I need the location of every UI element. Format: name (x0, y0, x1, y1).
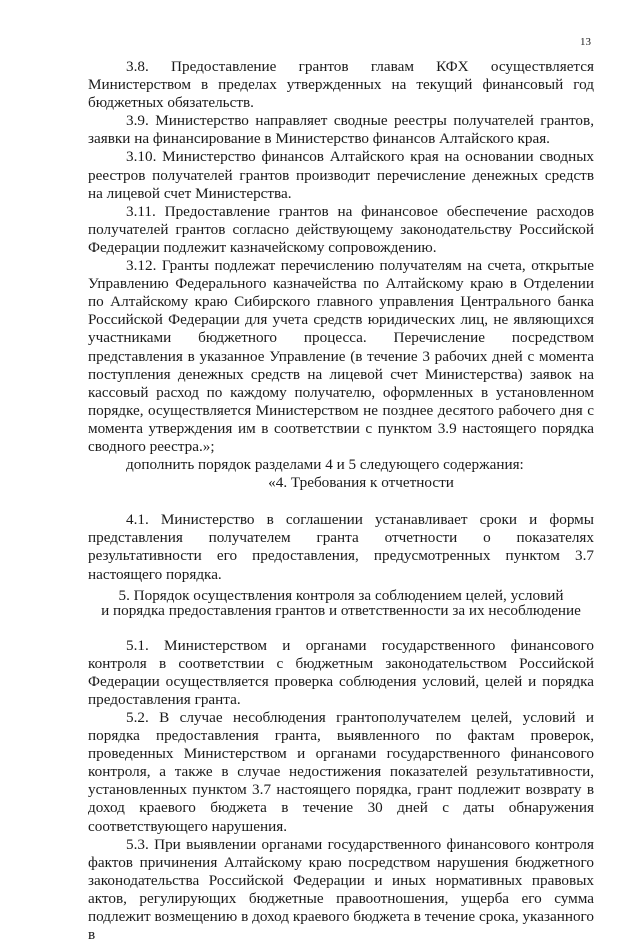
paragraph-3-12: 3.12. Гранты подлежат перечислению получателям на счета, открытые Управлению Федерального казначейства по Алтайскому краю в Отделении по Алтайскому краю Сибирского главного управления Центрального банка Российской Федерации для учета средств юридических лиц, не являющихся участниками бюджетного процесса. Перечисление посредством представления в указанное Управление (в течение 3 рабочих дней с момента поступления денежных средств на лицевой счет Министерства) заявок на кассовый расход по каждому получателю, оформленных в установленном порядке, осуществляется Министерством не позднее десятого рабочего дня с момента утверждения им в соответствии с пунктом 3.9 настоящего порядка сводного реестра.»; (88, 257, 594, 455)
paragraph-4-1: 4.1. Министерство в соглашении устанавливает сроки и формы представления получателем гранта отчетности о показателях результативности его предоставления, предусмотренных пунктом 3.7 настоящего порядка. (88, 511, 594, 583)
section-5-heading-line2: и порядка предоставления грантов и ответственности за их несоблюдение (101, 601, 581, 619)
paragraph-5-3: 5.3. При выявлении органами государственного финансового контроля фактов причинения Алтайскому краю посредством нарушения бюджетного законодательства Российской Федерации и иных нормативных правовых актов, регулирующих бюджетные правоотношения, ущерба его сумма подлежит возмещению в доход краевого бюджета в течение срока, указанного в (88, 835, 594, 944)
document-body (88, 58, 594, 944)
paragraph-3-11: 3.11. Предоставление грантов на финансовое обеспечение расходов получателей грантов согласно действующему законодательству Российской Федерации подлежит казначейскому сопровождению. (88, 202, 594, 256)
paragraph-3-10: 3.10. Министерство финансов Алтайского края на основании сводных реестров получателей грантов производит перечисление денежных средств на лицевой счет Министерства. (88, 148, 594, 202)
section-5-heading-line1: 5. Порядок осуществления контроля за соблюдением целей, условий (118, 586, 564, 604)
paragraph-3-9: 3.9. Министерство направляет сводные реестры получателей грантов, заявки на финансирование в Министерство финансов Алтайского края. (88, 112, 594, 148)
paragraph-3-8: 3.8. Предоставление грантов главам КФХ осуществляется Министерством в пределах утвержденных на текущий финансовый год бюджетных обязательств. (88, 58, 594, 112)
paragraph-5-2: 5.2. В случае несоблюдения грантополучателем целей, условий и порядка предоставления гранта, выявленного по фактам проверок, проведенных Министерством и органами государственного финансового контроля, а также в случае недостижения показателей результативности, установленных пунктом 3.7 настоящего порядка, грант подлежит возврату в доход краевого бюджета в течение 30 дней с даты обнаружения соответствующего нарушения. (88, 709, 594, 835)
paragraph-5-1: 5.1. Министерством и органами государственного финансового контроля в соответствии с бюджетным законодательством Российской Федерации осуществляется проверка соблюдения условий, целей и порядка предоставления гранта. (88, 636, 594, 708)
page-number: 13 (580, 36, 591, 48)
supplement-note: дополнить порядок разделами 4 и 5 следующего содержания: (126, 456, 524, 474)
section-4-heading: «4. Требования к отчетности (268, 474, 454, 492)
